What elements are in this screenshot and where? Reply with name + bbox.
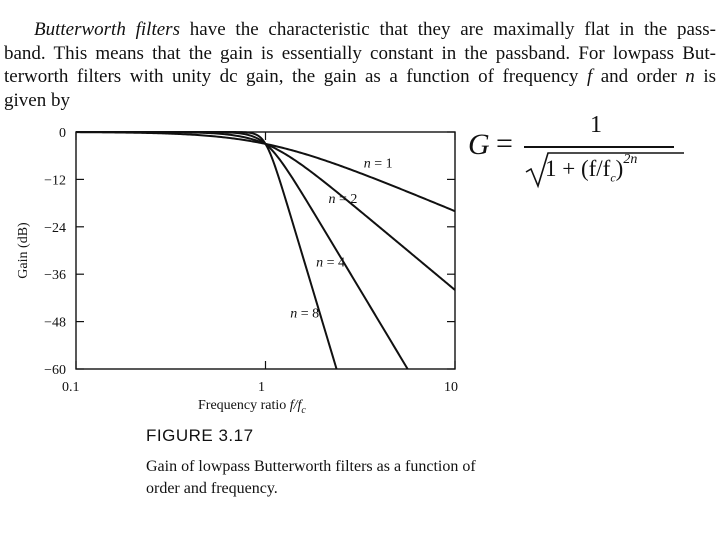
y-tick-label: 0: [59, 126, 66, 141]
butterworth-gain-chart: [0, 110, 470, 426]
plot-frame: [76, 132, 455, 369]
formula-equals: =: [496, 127, 513, 160]
chart-curves: [76, 132, 455, 426]
annotation-n8: n = 8: [290, 306, 320, 322]
curve-n4: [76, 132, 455, 426]
y-tick-label: −24: [44, 220, 66, 236]
y-tick-label: −60: [44, 363, 66, 378]
annotation-n4: n = 4: [316, 255, 346, 271]
intro-line-3: terworth filters with unity dc gain, the gain as a function of frequency f and order n is: [4, 66, 716, 87]
figure-label: FIGURE 3.17: [146, 426, 254, 445]
annotation-n2: n = 2: [328, 192, 358, 208]
intro-line-1: Butterworth filters have the characteristic that they are maximally flat in the pass-: [34, 19, 716, 40]
formula-lhs: G: [468, 128, 490, 161]
chart-labels: [16, 126, 458, 416]
x-tick-label: 1: [258, 380, 265, 395]
intro-paragraph: [4, 18, 716, 112]
curve-n8: [76, 132, 455, 426]
term-butterworth: Butterworth filters: [34, 19, 180, 40]
y-axis-label: Gain (dB): [16, 222, 31, 279]
y-tick-label: −48: [44, 315, 66, 331]
x-axis-label: Frequency ratio $f/f_c$: [198, 398, 306, 416]
fraction-bar: [524, 146, 674, 148]
x-tick-label: 10: [444, 380, 458, 395]
x-tick-label: 0.1: [62, 380, 80, 395]
formula-denominator: $1 + (f/f_c)^{2n}$: [545, 152, 638, 185]
y-tick-label: −36: [44, 268, 66, 284]
figure-caption: [146, 426, 506, 500]
annotation-n1: n = 1: [363, 156, 393, 172]
formula-numerator: 1: [590, 112, 602, 138]
gain-formula: [468, 112, 708, 192]
intro-line-4: given by: [4, 89, 70, 111]
caption-text: Gain of lowpass Butterworth filters as a function of order and frequency.: [146, 458, 476, 497]
intro-line-2: band. This means that the gain is essentially constant in the passband. For lowpass But-: [4, 42, 716, 64]
y-tick-label: −12: [44, 173, 66, 189]
chart-axes: [76, 132, 455, 369]
curve-n2: [76, 132, 455, 290]
